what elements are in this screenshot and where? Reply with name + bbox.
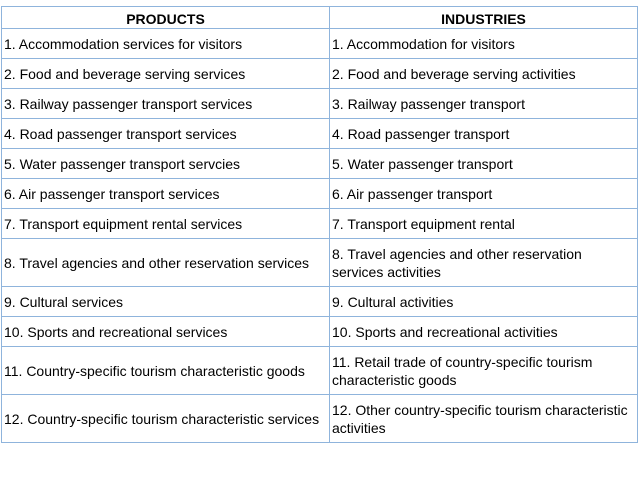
table-row (2, 287, 638, 317)
industry-cell: 5. Water passenger transport (330, 149, 638, 179)
product-cell: 12. Country-specific tourism characteristic services (2, 395, 330, 443)
product-cell: 9. Cultural services (2, 287, 330, 317)
industry-cell: 8. Travel agencies and other reservation services activities (330, 239, 638, 287)
table-row (2, 209, 638, 239)
industry-cell: 12. Other country-specific tourism characteristic activities (330, 395, 638, 443)
industry-cell: 2. Food and beverage serving activities (330, 59, 638, 89)
table-row (2, 239, 638, 287)
industry-cell: 3. Railway passenger transport (330, 89, 638, 119)
product-cell: 2. Food and beverage serving services (2, 59, 330, 89)
product-cell: 7. Transport equipment rental services (2, 209, 330, 239)
industry-cell: 10. Sports and recreational activities (330, 317, 638, 347)
industry-cell: 9. Cultural activities (330, 287, 638, 317)
table-row (2, 395, 638, 443)
header-row (2, 7, 638, 29)
product-cell: 3. Railway passenger transport services (2, 89, 330, 119)
header-products: PRODUCTS (2, 7, 330, 29)
product-cell: 6. Air passenger transport services (2, 179, 330, 209)
table-row (2, 89, 638, 119)
table-row (2, 59, 638, 89)
product-cell: 5. Water passenger transport servcies (2, 149, 330, 179)
product-cell: 1. Accommodation services for visitors (2, 29, 330, 59)
table-row (2, 149, 638, 179)
table-row (2, 29, 638, 59)
industry-cell: 11. Retail trade of country-specific tourism characteristic goods (330, 347, 638, 395)
header-industries: INDUSTRIES (330, 7, 638, 29)
table-row (2, 179, 638, 209)
product-cell: 4. Road passenger transport services (2, 119, 330, 149)
products-industries-table (1, 6, 638, 443)
industry-cell: 4. Road passenger transport (330, 119, 638, 149)
table-row (2, 317, 638, 347)
industry-cell: 7. Transport equipment rental (330, 209, 638, 239)
industry-cell: 1. Accommodation for visitors (330, 29, 638, 59)
table-row (2, 119, 638, 149)
table-row (2, 347, 638, 395)
product-cell: 10. Sports and recreational services (2, 317, 330, 347)
product-cell: 11. Country-specific tourism characteristic goods (2, 347, 330, 395)
industry-cell: 6. Air passenger transport (330, 179, 638, 209)
product-cell: 8. Travel agencies and other reservation services (2, 239, 330, 287)
